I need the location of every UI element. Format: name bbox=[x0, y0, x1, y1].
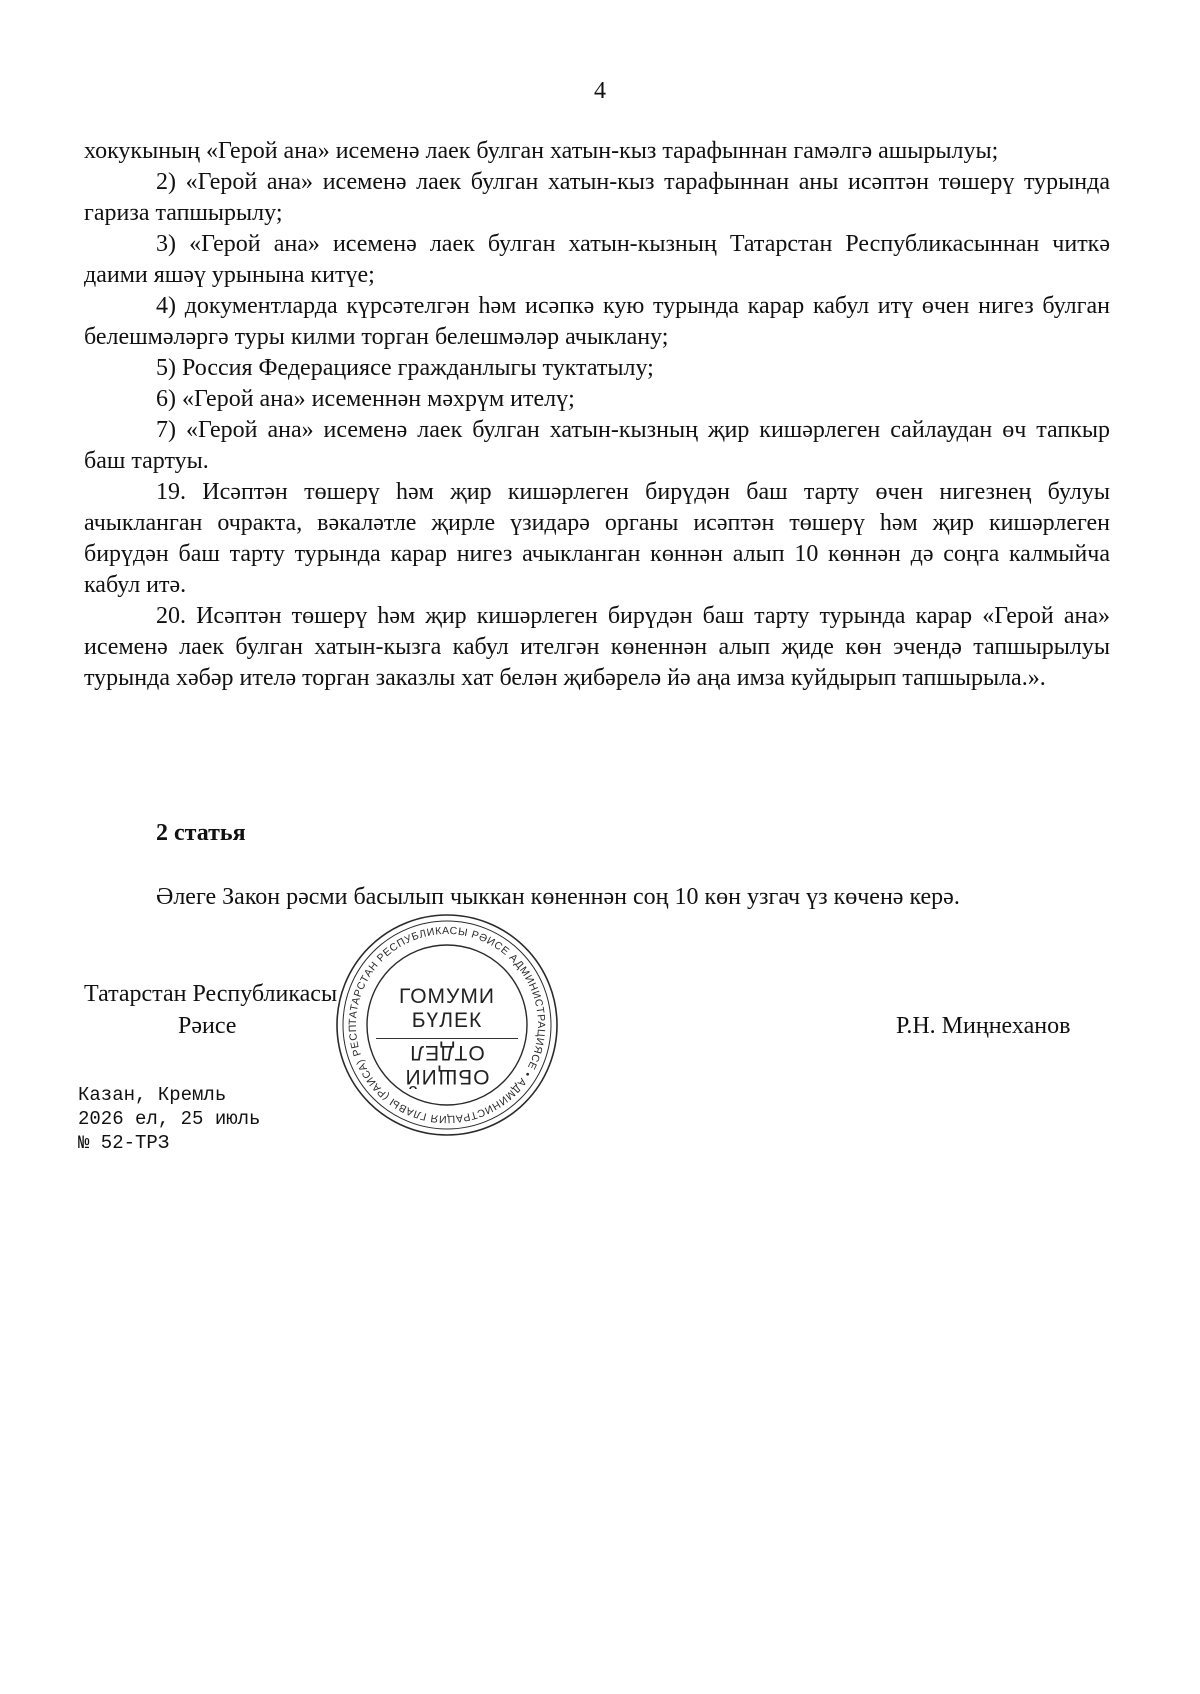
paragraph: 5) Россия Федерациясе гражданлыгы туктатылу; bbox=[156, 355, 654, 381]
article-heading: 2 статья bbox=[156, 820, 246, 846]
signer-title-continued: Рәисе bbox=[178, 1013, 237, 1039]
stamp-top-line: ГОМУМИ bbox=[399, 985, 495, 1008]
paragraph: хокукының «Герой ана» исеменә лаек булган хатын-кыз тарафыннан гамәлгә ашырылуы; bbox=[84, 138, 999, 164]
paragraph: 4) документларда күрсәтелгән һәм исәпкә кую турында карар кабул итү өчен нигез булган белешмәләргә туры килми торган белешмәләр ачыклану; bbox=[84, 293, 1110, 350]
stamp-bottom-line: ОТДЕЛ bbox=[409, 1041, 485, 1064]
paragraph: 2) «Герой ана» исеменә лаек булган хатын-кыз тарафыннан аны исәптән төшерү турында гариза тапшырылу; bbox=[84, 169, 1110, 226]
date: 2026 ел, 25 июль bbox=[78, 1108, 261, 1130]
official-stamp bbox=[334, 912, 560, 1138]
stamp-top-line: БҮЛЕК bbox=[411, 1009, 483, 1032]
stamp-bottom-line: ОБЩИЙ bbox=[404, 1065, 490, 1088]
signer-title: Татарстан Республикасы bbox=[84, 981, 338, 1007]
place-date-block bbox=[78, 1083, 260, 1155]
stamp-divider bbox=[376, 1038, 518, 1039]
paragraph: 6) «Герой ана» исеменнән мәхрүм ителү; bbox=[156, 386, 575, 412]
page-number: 4 bbox=[594, 78, 606, 104]
place: Казан, Кремль bbox=[78, 1084, 227, 1106]
signer-name: Р.Н. Миңнеханов bbox=[896, 1013, 1071, 1039]
paragraph: 7) «Герой ана» исеменә лаек булган хатын-кызның җир кишәрлеген сайлаудан өч тапкыр баш тартуы. bbox=[84, 417, 1110, 474]
law-body-text bbox=[84, 136, 1110, 694]
article-text: Әлеге Закон рәсми басылып чыккан көненнән соң 10 көн узгач үз көченә керә. bbox=[156, 884, 960, 910]
paragraph: 19. Исәптән төшерү һәм җир кишәрлеген бирүдән баш тарту өчен нигезнең булуы ачыкланган очракта, вәкаләтле җирле үзидарә органы исәптән төшерү һәм җир кишәрлеген бирүдән баш тарту турында карар нигез ачыкланган көннән алып 10 көннән дә соңга калмыйча кабул итә. bbox=[84, 479, 1110, 598]
paragraph: 20. Исәптән төшерү һәм җир кишәрлеген бирүдән баш тарту турында карар «Герой ана» исеменә лаек булган хатын-кызга кабул ителгән көненнән алып җиде көн эчендә тапшырылуы турында хәбәр ителә торган заказлы хат белән җибәрелә йә аңа имза куйдырып тапшырыла.». bbox=[84, 603, 1110, 691]
paragraph: 3) «Герой ана» исеменә лаек булган хатын-кызның Татарстан Республикасыннан читкә даими яшәү урынына китүе; bbox=[84, 231, 1110, 288]
stamp-ring-text: ТАТАРСТАН РЕСПУБЛИКАСЫ РӘИСЕ АДМИНИСТРАЦИЯСЕ • АДМИНИСТРАЦИЯ ГЛАВЫ (РАИСА) РЕСП bbox=[346, 924, 548, 1126]
law-number: № 52-ТРЗ bbox=[78, 1132, 170, 1154]
